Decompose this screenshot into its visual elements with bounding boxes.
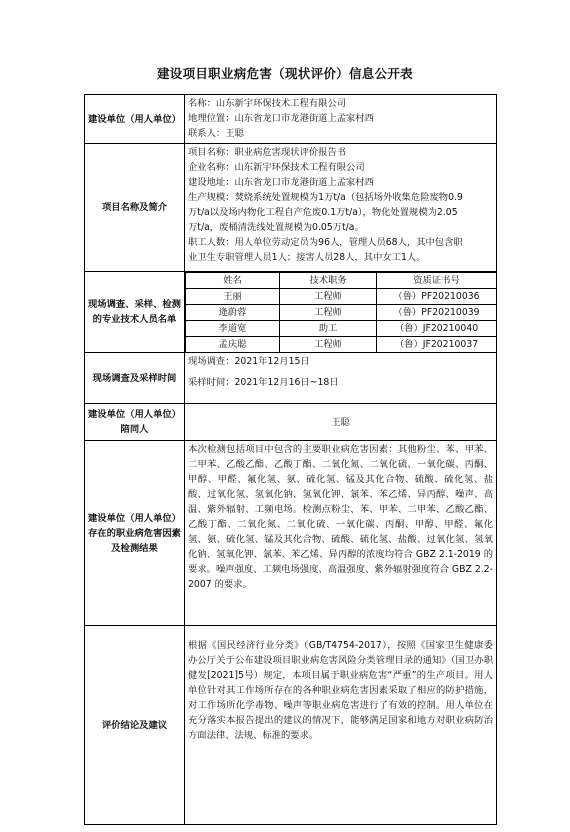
conclusion-row: [85, 626, 497, 825]
conclusion-content: [185, 626, 497, 825]
staff-cert: （鲁）JF20210040: [377, 321, 497, 337]
staff-cert: （鲁）PF20210036: [377, 289, 497, 305]
staff-header-row: [186, 273, 497, 289]
staff-header-name: 姓名: [186, 273, 280, 289]
staff-content: [185, 272, 497, 353]
staff-cert: （鲁）JF20210037: [377, 337, 497, 353]
production-scale-2: 万t/a以及场内物化工程自产危废0.1万t/a），物化处置规模为2.05: [188, 207, 458, 218]
hazards-row: [85, 441, 497, 626]
staff-cert: （鲁）PF20210039: [377, 305, 497, 321]
unit-name: 名称：山东新宇环保技术工程有限公司: [188, 98, 347, 109]
staff-title: 助工: [280, 321, 377, 337]
conclusion-text: 根据《国民经济行业分类》（GB/T4754-2017），按照《国家卫生健康委办公厅关于公布建设项目职业病危害风险分类管理目录的通知》（国卫办职健发[2021]5号）规定，本项目属于职业病危害“严重”的生产项目。用人单位针对其工作场所存在的各种职业病危害因素采取了相应的防护措施，对工作场所化学毒物、噪声等职业病危害进行了有效的控制。用人单位在充分落实本报告提出的建议的情况下，能够满足国家和地方对职业病防治方面法律、法规、标准的要求。: [188, 640, 493, 741]
page-title: 建设项目职业病危害（现状评价）信息公开表: [156, 66, 413, 81]
staff-name: 孟庆聪: [186, 337, 280, 353]
unit-location: 地理位置：山东省龙口市龙港街道上孟家村西: [188, 113, 374, 124]
staff-name: 李道宽: [186, 321, 280, 337]
project-address: 建设地址：山东省龙口市龙港街道上孟家村西: [188, 177, 374, 188]
escort-name: 王聪: [185, 404, 497, 441]
escort-row: [85, 404, 497, 441]
staff-title: 工程师: [280, 305, 377, 321]
staff-row-item: [186, 321, 497, 337]
conclusion-label: 评价结论及建议: [85, 626, 185, 825]
production-scale-1: 生产规模：焚烧系统处置规模为1万t/a（包括场外收集危险废物0.9: [188, 192, 463, 203]
project-label: 项目名称及简介: [85, 144, 185, 272]
staff-table: [185, 272, 496, 352]
survey-time-row: [85, 353, 497, 404]
project-content: [185, 144, 497, 272]
project-row: [85, 144, 497, 272]
hazards-label: 建设单位（用人单位）存在的职业病危害因素及检测结果: [85, 441, 185, 626]
project-name: 项目名称：职业病危害现状评价报告书: [188, 147, 347, 158]
escort-label: 建设单位（用人单位）陪同人: [85, 404, 185, 441]
staff-name: 王丽: [186, 289, 280, 305]
staff-count-1: 职工人数：用人单位劳动定员为96人，管理人员68人，其中包含职: [188, 237, 463, 248]
hazards-text: 本次检测包括项目中包含的主要职业病危害因素：其他粉尘、苯、甲苯、二甲苯、乙酸乙酯、乙酸丁酯、二氧化氮、二氧化硫、一氧化碳、丙酮、甲醇、甲醛、氟化氢、氨、硫化氢、锰及其化合物、硫酸、硫化氢、盐酸、过氧化氢、氢氧化钠、氢氧化钾、氯苯、苯乙烯、异丙醇、噪声、高温、紫外辐射、工频电场。检测点粉尘、苯、甲苯、二甲苯、乙酸乙酯、乙酸丁酯、二氧化氮、二氧化硫、一氧化碳、丙酮、甲醇、甲醛、氟化氢、氨、硫化氢、锰及其化合物、硫酸、硫化氢、盐酸、过氧化氢、氢氧化钠、氢氧化钾、氯苯、苯乙烯、异丙醇的浓度均符合 GBZ 2.1-2019 的要求。噪声强度、工频电场强度、高温强度、紫外辐射强度符合 GBZ 2.2-2007 的要求。: [188, 444, 493, 590]
survey-time-label: 现场调查及采样时间: [85, 353, 185, 404]
production-scale-3: 万t/a，废桶清洗线处置规模为0.05万t/a。: [188, 222, 364, 233]
company-name: 企业名称：山东新宇环保技术工程有限公司: [188, 162, 365, 173]
staff-header-title: 技术职务: [280, 273, 377, 289]
staff-row-item: [186, 337, 497, 353]
staff-count-2: 业卫生专职管理人员1人；接害人员28人，其中女工1人。: [188, 252, 426, 263]
staff-row-item: [186, 289, 497, 305]
hazards-content: [185, 441, 497, 626]
staff-row-item: [186, 305, 497, 321]
staff-header-cert: 资质证书号: [377, 273, 497, 289]
staff-title: 工程师: [280, 289, 377, 305]
staff-name: 逄蔚蓉: [186, 305, 280, 321]
unit-label: 建设单位（用人单位）: [85, 95, 185, 144]
staff-row: [85, 272, 497, 353]
unit-row: [85, 95, 497, 144]
survey-date: 现场调查：2021年12月15日: [188, 356, 310, 367]
unit-content: [185, 95, 497, 144]
unit-contact: 联系人：王聪: [188, 128, 244, 139]
sampling-date: 采样时间：2021年12月16日~18日: [188, 377, 339, 388]
survey-time-content: [185, 353, 497, 404]
disclosure-table: [84, 94, 497, 825]
staff-title: 工程师: [280, 337, 377, 353]
staff-label: 现场调查、采样、检测的专业技术人员名单: [85, 272, 185, 353]
